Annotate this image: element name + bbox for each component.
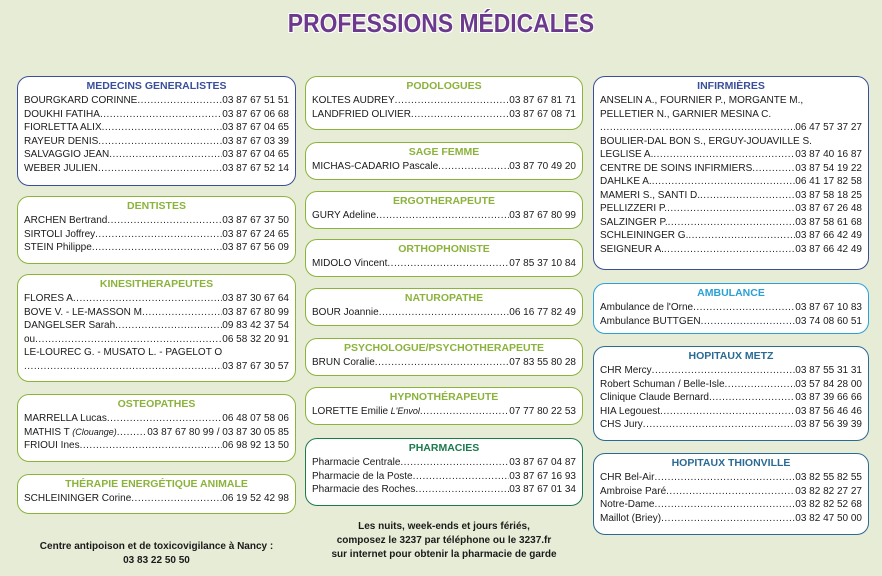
entry-list xyxy=(312,306,576,320)
leader-dots xyxy=(693,301,795,315)
entry-name: MARRELLA Lucas xyxy=(24,413,107,424)
antipoison-phone: 03 83 22 50 50 xyxy=(123,555,190,566)
entry-row xyxy=(600,391,862,405)
section-pharmacies xyxy=(305,438,583,506)
entry-row xyxy=(312,470,576,484)
entry-phone[interactable]: 03 87 67 10 83 xyxy=(795,302,862,313)
entry-name: SEIGNEUR A. xyxy=(600,243,664,255)
section-title: AMBULANCE xyxy=(697,287,765,299)
leader-dots xyxy=(137,94,222,108)
leader-dots xyxy=(375,356,509,370)
leader-dots xyxy=(92,241,222,255)
section-title: THÉRAPIE ENERGÉTIQUE ANIMALE xyxy=(65,478,248,490)
entry-name: Ambulance de l'Orne xyxy=(600,302,694,313)
entry-name: LEGLISE A. xyxy=(600,149,654,160)
section-medecins-generalistes xyxy=(17,76,296,186)
entry-name: BRUN Coralie xyxy=(312,357,375,368)
entry-phone[interactable]: 07 77 80 22 53 xyxy=(509,406,576,417)
section-title: INFIRMIÈRES xyxy=(697,80,765,92)
leader-dots xyxy=(660,405,795,419)
entry-phone[interactable]: 03 82 47 50 00 xyxy=(795,512,862,524)
entry-row xyxy=(600,108,862,122)
leader-dots xyxy=(24,360,222,374)
entry-row xyxy=(312,405,576,419)
leader-dots xyxy=(652,175,796,189)
section-hopitaux-metz xyxy=(593,346,869,441)
entry-list xyxy=(24,214,289,255)
entry-phone[interactable]: 03 87 67 80 99 xyxy=(222,306,289,318)
entry-phone[interactable]: 06 19 52 42 98 xyxy=(222,493,289,504)
entry-name: LORETTE Emilie xyxy=(312,406,389,417)
leader-dots xyxy=(709,391,795,405)
entry-row xyxy=(24,346,289,360)
entry-row xyxy=(312,456,576,470)
leader-dots xyxy=(109,148,222,162)
entry-phone[interactable]: 03 87 67 26 48 xyxy=(795,203,862,214)
entry-phone[interactable]: 03 87 58 61 68 xyxy=(795,216,862,228)
entry-phone[interactable]: 03 87 67 08 71 xyxy=(509,108,576,120)
entry-phone[interactable]: 03 87 55 31 31 xyxy=(795,365,862,376)
entry-phone[interactable]: 03 82 82 27 27 xyxy=(795,485,862,497)
section-title: NATUROPATHE xyxy=(404,292,484,304)
entry-row xyxy=(600,315,862,329)
entry-row xyxy=(600,471,862,485)
entry-name: FRIOUI Ines xyxy=(24,440,80,451)
entry-phone[interactable]: 03 87 67 80 99 xyxy=(509,210,576,221)
entry-name: SCHLEININGER G. xyxy=(600,230,689,241)
entry-phone[interactable]: 03 87 56 46 46 xyxy=(795,405,862,417)
entry-name: CHR Bel-Air xyxy=(600,472,655,483)
entry-row xyxy=(24,214,289,228)
entry-row xyxy=(24,121,289,135)
entry-name: FIORLETTA ALIX xyxy=(24,122,102,133)
entry-phone[interactable]: 03 87 40 16 87 xyxy=(795,149,862,160)
entry-list xyxy=(24,492,289,506)
entry-row xyxy=(600,162,862,176)
leader-dots xyxy=(379,306,510,320)
entry-row xyxy=(600,418,862,432)
entry-phone[interactable]: 03 87 39 66 66 xyxy=(795,392,862,403)
entry-list xyxy=(312,94,576,121)
section-title: PHARMACIES xyxy=(408,442,480,454)
entry-phone[interactable]: 03 87 70 49 20 xyxy=(509,161,576,172)
entry-phone[interactable]: 03 87 54 19 22 xyxy=(795,162,862,174)
entry-name: CENTRE DE SOINS INFIRMIERS xyxy=(600,162,753,174)
entry-name: MATHIS T xyxy=(24,426,70,438)
entry-row xyxy=(600,175,862,189)
entry-name: BOVE V. - LE-MASSON M xyxy=(24,306,142,318)
entry-phone[interactable]: 03 82 55 82 55 xyxy=(795,472,862,483)
entry-row xyxy=(312,160,576,174)
section-psychologue xyxy=(305,338,583,376)
entry-name: SIRTOLI Joffrey xyxy=(24,228,96,240)
entry-phone[interactable]: 03 87 67 52 14 xyxy=(222,162,289,174)
entry-phone[interactable]: 07 83 55 80 28 xyxy=(509,357,576,368)
leader-dots xyxy=(653,148,795,162)
entry-name: CHR Mercy xyxy=(600,365,652,376)
entry-row xyxy=(312,209,576,223)
entry-list xyxy=(312,356,576,370)
entry-row xyxy=(24,412,289,426)
entry-note: L'Envol xyxy=(388,406,420,416)
entry-note: (Clouange) xyxy=(69,426,117,437)
antipoison-text: Centre antipoison et de toxicovigilance à Nancy : xyxy=(39,541,274,552)
section-title: PSYCHOLOGUE/PSYCHOTHERAPEUTE xyxy=(343,342,545,354)
entry-name: Pharmacie des Roches xyxy=(312,484,416,495)
entry-row xyxy=(600,378,862,392)
leader-dots xyxy=(395,94,510,108)
entry-name: SALVAGGIO JEAN xyxy=(24,149,110,160)
entry-row xyxy=(600,94,862,108)
leader-dots xyxy=(400,456,509,470)
entry-row xyxy=(600,121,862,135)
leader-dots xyxy=(668,216,796,230)
leader-dots xyxy=(438,160,509,174)
entry-row xyxy=(600,216,862,230)
entry-row xyxy=(24,162,289,176)
leader-dots xyxy=(667,202,795,216)
entry-phone[interactable]: 03 87 66 42 49 xyxy=(795,230,862,241)
entry-row xyxy=(600,243,862,257)
entry-phone[interactable]: 03 87 67 04 65 xyxy=(222,122,289,133)
garde-line-2: composez le 3237 par téléphone ou le 3237.fr xyxy=(336,535,552,546)
leader-dots xyxy=(102,121,223,135)
leader-dots xyxy=(664,243,795,257)
entry-row xyxy=(24,148,289,162)
leader-dots xyxy=(661,512,795,526)
leader-dots xyxy=(376,209,509,223)
leader-dots xyxy=(142,306,222,320)
entry-phone[interactable]: 03 87 67 80 99 / 03 87 30 05 85 xyxy=(147,426,289,438)
entry-row xyxy=(600,189,862,203)
entry-list xyxy=(312,209,576,223)
leader-dots xyxy=(131,492,222,506)
entry-phone[interactable]: 07 85 37 10 84 xyxy=(509,258,576,269)
leader-dots xyxy=(700,189,795,203)
entry-name: Clinique Claude Bernard xyxy=(600,392,709,403)
section-podologues xyxy=(305,76,583,130)
leader-dots xyxy=(413,470,510,484)
entry-phone[interactable]: 06 48 07 58 06 xyxy=(222,413,289,424)
entry-row xyxy=(24,426,289,440)
entry-name: MAMERI S., SANTI D. xyxy=(600,189,701,201)
leader-dots xyxy=(387,257,509,271)
section-title: SAGE FEMME xyxy=(408,146,480,158)
entry-phone[interactable]: 06 47 57 37 27 xyxy=(795,122,862,133)
section-ambulance xyxy=(593,283,869,334)
leader-dots xyxy=(752,162,795,176)
section-hopitaux-thionville xyxy=(593,453,869,535)
entry-row xyxy=(24,319,289,333)
section-title: OSTEOPATHES xyxy=(117,398,196,410)
garde-line-3: sur internet pour obtenir la pharmacie de garde xyxy=(331,549,557,560)
entry-list xyxy=(600,94,862,256)
entry-row xyxy=(24,306,289,320)
entry-phone[interactable]: 06 41 17 82 58 xyxy=(795,176,862,187)
entry-phone[interactable]: 03 82 82 52 68 xyxy=(795,499,862,510)
leader-dots xyxy=(688,229,795,243)
entry-phone[interactable]: 03 87 67 24 65 xyxy=(222,228,289,240)
leader-dots xyxy=(98,135,222,149)
entry-phone[interactable]: 03 87 67 01 34 xyxy=(509,484,576,495)
entry-name: BOURGKARD CORINNE xyxy=(24,95,138,106)
entry-name: STEIN Philippe xyxy=(24,242,92,253)
entry-name: DANGELSER Sarah xyxy=(24,320,116,331)
entry-name: CHS Jury xyxy=(600,419,643,430)
section-title: KINESITHERAPEUTES xyxy=(99,278,214,290)
entry-row xyxy=(600,301,862,315)
section-title: HOPITAUX THIONVILLE xyxy=(671,457,791,469)
entry-name: DAHLKE A. xyxy=(600,176,652,187)
leader-dots xyxy=(107,412,222,426)
section-title: ORTHOPHONISTE xyxy=(398,243,490,255)
entry-row xyxy=(24,228,289,242)
antipoison-note xyxy=(17,540,296,568)
section-infirmieres xyxy=(593,76,869,270)
leader-dots xyxy=(600,121,795,135)
entry-list xyxy=(600,301,862,328)
entry-name: SALZINGER P. xyxy=(600,216,668,228)
entry-name: ou xyxy=(24,333,36,345)
leader-dots xyxy=(643,418,795,432)
entry-name: Maillot (Briey) xyxy=(600,512,662,524)
leader-dots xyxy=(73,292,222,306)
leader-dots xyxy=(100,108,222,122)
entry-row xyxy=(312,257,576,271)
entry-name: ARCHEN Bertrand xyxy=(24,215,108,226)
entry-name: ANSELIN A., FOURNIER P., MORGANTE M., xyxy=(600,95,804,106)
entry-name: SCHLEININGER Corine xyxy=(24,493,132,504)
entry-phone[interactable]: 03 57 84 28 00 xyxy=(795,378,862,390)
entry-phone[interactable]: 03 87 67 30 57 xyxy=(222,360,289,372)
entry-name: GURY Adeline xyxy=(312,210,377,221)
entry-name: BOULIER-DAL BON S., ERGUY-JOUAVILLE S. xyxy=(600,135,812,147)
entry-phone[interactable]: 03 87 67 56 09 xyxy=(222,242,289,253)
leader-dots xyxy=(107,214,222,228)
entry-phone[interactable]: 03 87 67 04 65 xyxy=(222,149,289,160)
entry-name: Ambroise Paré xyxy=(600,485,667,497)
entry-name: FLORES A xyxy=(24,293,73,304)
entry-row xyxy=(24,333,289,347)
entry-name: Notre-Dame xyxy=(600,499,655,510)
section-therapie-energetique-animale xyxy=(17,474,296,514)
entry-row xyxy=(24,360,289,374)
entry-name: Robert Schuman / Belle-Isle xyxy=(600,378,725,390)
entry-phone[interactable]: 03 87 67 37 50 xyxy=(222,215,289,226)
entry-phone[interactable]: 03 87 67 81 71 xyxy=(509,95,576,106)
entry-row xyxy=(24,241,289,255)
section-title: ERGOTHERAPEUTE xyxy=(392,195,496,207)
pharmacie-garde-note xyxy=(305,520,583,562)
entry-list xyxy=(600,364,862,432)
leader-dots xyxy=(725,378,796,392)
entry-phone[interactable]: 06 58 32 20 91 xyxy=(222,333,289,345)
entry-phone[interactable]: 03 87 58 18 25 xyxy=(795,189,862,201)
leader-dots xyxy=(666,485,795,499)
leader-dots xyxy=(415,483,509,497)
entry-row xyxy=(312,356,576,370)
section-kinesitherapeutes xyxy=(17,274,296,382)
entry-row xyxy=(600,202,862,216)
entry-list xyxy=(312,456,576,497)
entry-list xyxy=(600,471,862,525)
entry-name: PELLETIER N., GARNIER MESINA C. xyxy=(600,108,772,120)
entry-list xyxy=(24,292,289,373)
entry-name: LANDFRIED OLIVIER xyxy=(312,108,411,120)
entry-row xyxy=(600,498,862,512)
entry-phone[interactable]: 03 87 67 04 87 xyxy=(509,457,576,468)
entry-row xyxy=(24,492,289,506)
entry-row xyxy=(600,148,862,162)
entry-name: MICHAS-CADARIO Pascale xyxy=(312,161,439,172)
entry-phone[interactable]: 03 87 66 42 49 xyxy=(795,243,862,255)
entry-phone[interactable]: 03 87 67 51 51 xyxy=(222,95,289,106)
section-title: DENTISTES xyxy=(127,200,186,212)
leader-dots xyxy=(115,319,222,333)
entry-row xyxy=(312,94,576,108)
entry-row xyxy=(600,512,862,526)
entry-phone[interactable]: 06 16 77 82 49 xyxy=(509,307,576,318)
leader-dots xyxy=(95,228,222,242)
entry-list xyxy=(24,412,289,453)
leader-dots xyxy=(654,471,795,485)
leader-dots xyxy=(701,315,796,329)
entry-row xyxy=(24,94,289,108)
entry-row xyxy=(312,108,576,122)
entry-name: Pharmacie de la Poste xyxy=(312,470,413,482)
entry-phone[interactable]: 09 83 42 37 54 xyxy=(222,320,289,331)
leader-dots xyxy=(117,426,147,440)
leader-dots xyxy=(98,162,222,176)
entry-name: BOUR Joannie xyxy=(312,307,379,318)
entry-row xyxy=(312,306,576,320)
entry-name: Pharmacie Centrale xyxy=(312,457,401,468)
section-ergotherapeute xyxy=(305,191,583,229)
section-dentistes xyxy=(17,196,296,264)
entry-phone[interactable]: 06 98 92 13 50 xyxy=(222,440,289,451)
entry-name: RAYEUR DENIS xyxy=(24,135,99,147)
entry-phone[interactable]: 03 87 56 39 39 xyxy=(795,419,862,430)
entry-row xyxy=(600,364,862,378)
entry-phone[interactable]: 03 87 30 67 64 xyxy=(222,293,289,304)
leader-dots xyxy=(35,333,222,347)
section-hypnotherapeute xyxy=(305,387,583,425)
entry-list xyxy=(312,405,576,419)
entry-name: Ambulance BUTTGEN xyxy=(600,315,701,327)
section-title: MEDECINS GENERALISTES xyxy=(86,80,227,92)
entry-list xyxy=(312,257,576,271)
leader-dots xyxy=(652,364,796,378)
section-naturopathe xyxy=(305,288,583,326)
section-title: PODOLOGUES xyxy=(406,80,482,92)
entry-name: WEBER JULIEN xyxy=(24,162,98,174)
section-title: HYPNOTHÉRAPEUTE xyxy=(389,391,499,403)
leader-dots xyxy=(654,498,795,512)
page-title: PROFESSIONS MÉDICALES xyxy=(287,8,595,38)
section-orthophoniste xyxy=(305,239,583,277)
entry-phone[interactable]: 03 87 67 16 93 xyxy=(509,470,576,482)
entry-phone[interactable]: 03 87 67 06 68 xyxy=(222,108,289,120)
entry-name: HIA Legouest xyxy=(600,405,661,417)
entry-row xyxy=(24,439,289,453)
entry-phone[interactable]: 03 87 67 03 39 xyxy=(222,135,289,147)
entry-row xyxy=(600,405,862,419)
entry-list xyxy=(24,94,289,175)
entry-row xyxy=(24,292,289,306)
entry-list xyxy=(312,160,576,174)
entry-phone[interactable]: 03 74 08 60 51 xyxy=(795,315,862,327)
section-title: HOPITAUX METZ xyxy=(688,350,774,362)
entry-name: MIDOLO Vincent xyxy=(312,258,388,269)
entry-row xyxy=(600,135,862,149)
section-osteopathes xyxy=(17,394,296,462)
leader-dots xyxy=(420,405,509,419)
entry-name: LE-LOUREC G. - MUSATO L. - PAGELOT O xyxy=(24,347,223,358)
entry-name: KOLTES AUDREY xyxy=(312,95,395,106)
leader-dots xyxy=(80,439,223,453)
entry-row xyxy=(600,229,862,243)
entry-row xyxy=(600,485,862,499)
entry-name: DOUKHI FATIHA xyxy=(24,108,100,120)
entry-row xyxy=(24,135,289,149)
section-sage-femme xyxy=(305,142,583,180)
leader-dots xyxy=(411,108,509,122)
entry-row xyxy=(24,108,289,122)
entry-name: PELLIZZERI P. xyxy=(600,203,668,214)
garde-line-1: Les nuits, week-ends et jours fériés, xyxy=(358,521,530,532)
entry-row xyxy=(312,483,576,497)
